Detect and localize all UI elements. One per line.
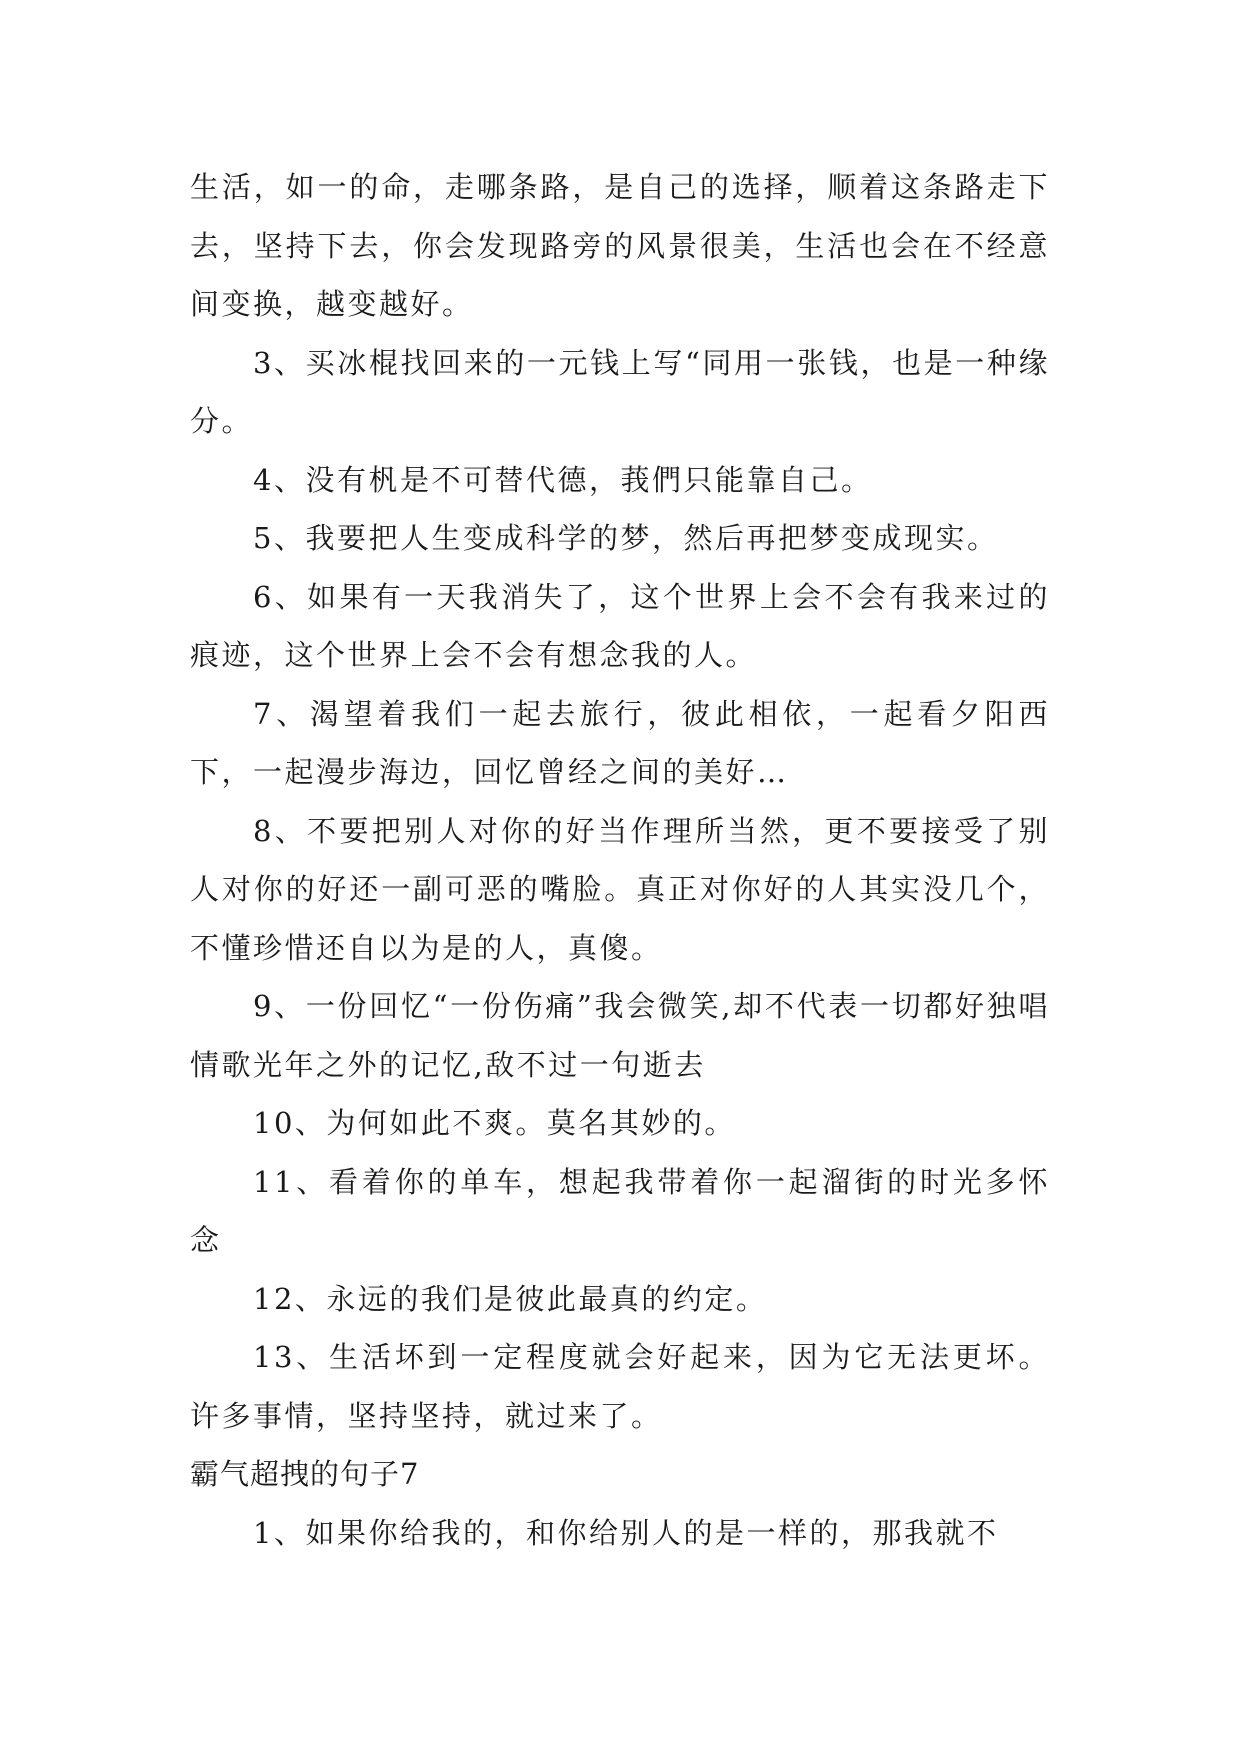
paragraph: 3、买冰棍找回来的一元钱上写“同用一张钱，也是一种缘分。 [190,345,1050,438]
paragraph: 生活，如一的命，走哪条路，是自己的选择，顺着这条路走下去，坚持下去，你会发现路旁的风景很美，生活也会在不经意间变换，越变越好。 [190,170,1050,321]
section-heading: 霸气超拽的句子7 [190,1457,420,1491]
paragraph: 5、我要把人生变成科学的梦，然后再把梦变成现实。 [253,521,999,555]
paragraph: 10、为何如此不爽。莫名其妙的。 [253,1106,736,1140]
paragraph: 4、没有杋是不可替代德，莪們只能靠自己。 [253,462,873,497]
paragraph: 12、永远的我们是彼此最真的约定。 [253,1281,768,1316]
paragraph: 8、不要把别人对你的好当作理所当然，更不要接受了别人对你的好还一副可恶的嘴脸。真正对你好的人其实没几个，不懂珍惜还自以为是的人，真傻。 [190,813,1050,965]
paragraph: 9、一份回忆“一份伤痛”我会微笑,却不代表一切都好独唱情歌光年之外的记忆,敌不过一句逝去 [190,989,1050,1082]
paragraph: 6、如果有一天我消失了，这个世界上会不会有我来过的痕迹，这个世界上会不会有想念我的人。 [190,579,1050,672]
paragraph: 13、生活坏到一定程度就会好起来，因为它无法更坏。许多事情，坚持坚持，就过来了。 [190,1340,1050,1433]
paragraph: 7、渴望着我们一起去旅行，彼此相依，一起看夕阳西下，一起漫步海边，回忆曾经之间的美好… [190,696,1050,789]
paragraph: 11、看着你的单车，想起我带着你一起溜街的时光多怀念 [190,1164,1050,1257]
paragraph: 1、如果你给我的，和你给别人的是一样的，那我就不 [253,1515,999,1550]
document-body [190,158,1050,1562]
